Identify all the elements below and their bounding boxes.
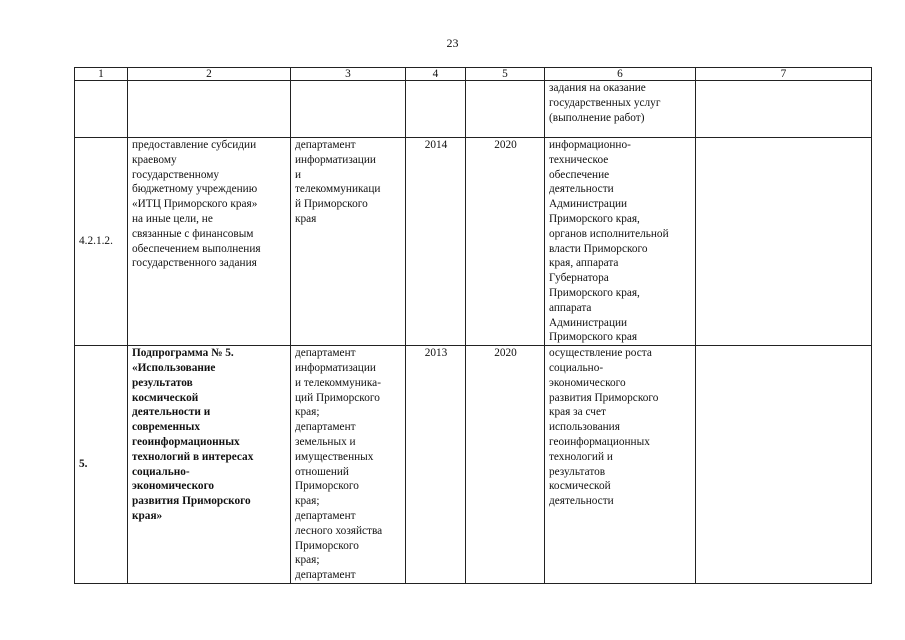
expected-result: задания на оказание государственных услуг (выполнение работ) [545, 81, 696, 138]
table-row [75, 138, 872, 346]
page-number: 23 [446, 36, 459, 50]
row-number: 5. [75, 346, 128, 584]
table-row [75, 346, 872, 584]
column-header: 6 [545, 68, 696, 81]
end-year [466, 81, 545, 138]
note [696, 81, 872, 138]
executor: департамент информатизации и телекоммуникаци й Приморского края [291, 138, 406, 346]
column-header: 3 [291, 68, 406, 81]
table-header-row [75, 68, 872, 81]
row-number [75, 81, 128, 138]
start-year [406, 81, 466, 138]
column-header: 7 [696, 68, 872, 81]
note [696, 346, 872, 584]
expected-result: осуществление роста социально- экономического развития Приморского края за счет использования геоинформационных технологий и результатов космической деятельности [545, 346, 696, 584]
row-number: 4.2.1.2. [75, 138, 128, 346]
expected-result: информационно- техническое обеспечение деятельности Администрации Приморского края, органов исполнительной власти Приморского края, аппарата Губернатора Приморского края, аппарата Администрации Приморского края [545, 138, 696, 346]
executor: департамент информатизации и телекоммуника- ций Приморского края; департамент земельных и имущественных отношений Приморского края; департамент лесного хозяйства Приморского края; департамент [291, 346, 406, 584]
start-year: 2013 [406, 346, 466, 584]
column-header: 5 [466, 68, 545, 81]
note [696, 138, 872, 346]
executor [291, 81, 406, 138]
table-row [75, 81, 872, 138]
column-header: 1 [75, 68, 128, 81]
start-year: 2014 [406, 138, 466, 346]
end-year: 2020 [466, 138, 545, 346]
measure-name: Подпрограмма № 5. «Использование результатов космической деятельности и современных геоинформационных технологий в интересах социально- экономического развития Приморского края» [128, 346, 291, 584]
end-year: 2020 [466, 346, 545, 584]
measure-name [128, 81, 291, 138]
column-header: 2 [128, 68, 291, 81]
program-table [74, 67, 872, 584]
measure-name: предоставление субсидии краевому государственному бюджетному учреждению «ИТЦ Приморского края» на иные цели, не связанные с финансовым обеспечением выполнения государственного задания [128, 138, 291, 346]
column-header: 4 [406, 68, 466, 81]
